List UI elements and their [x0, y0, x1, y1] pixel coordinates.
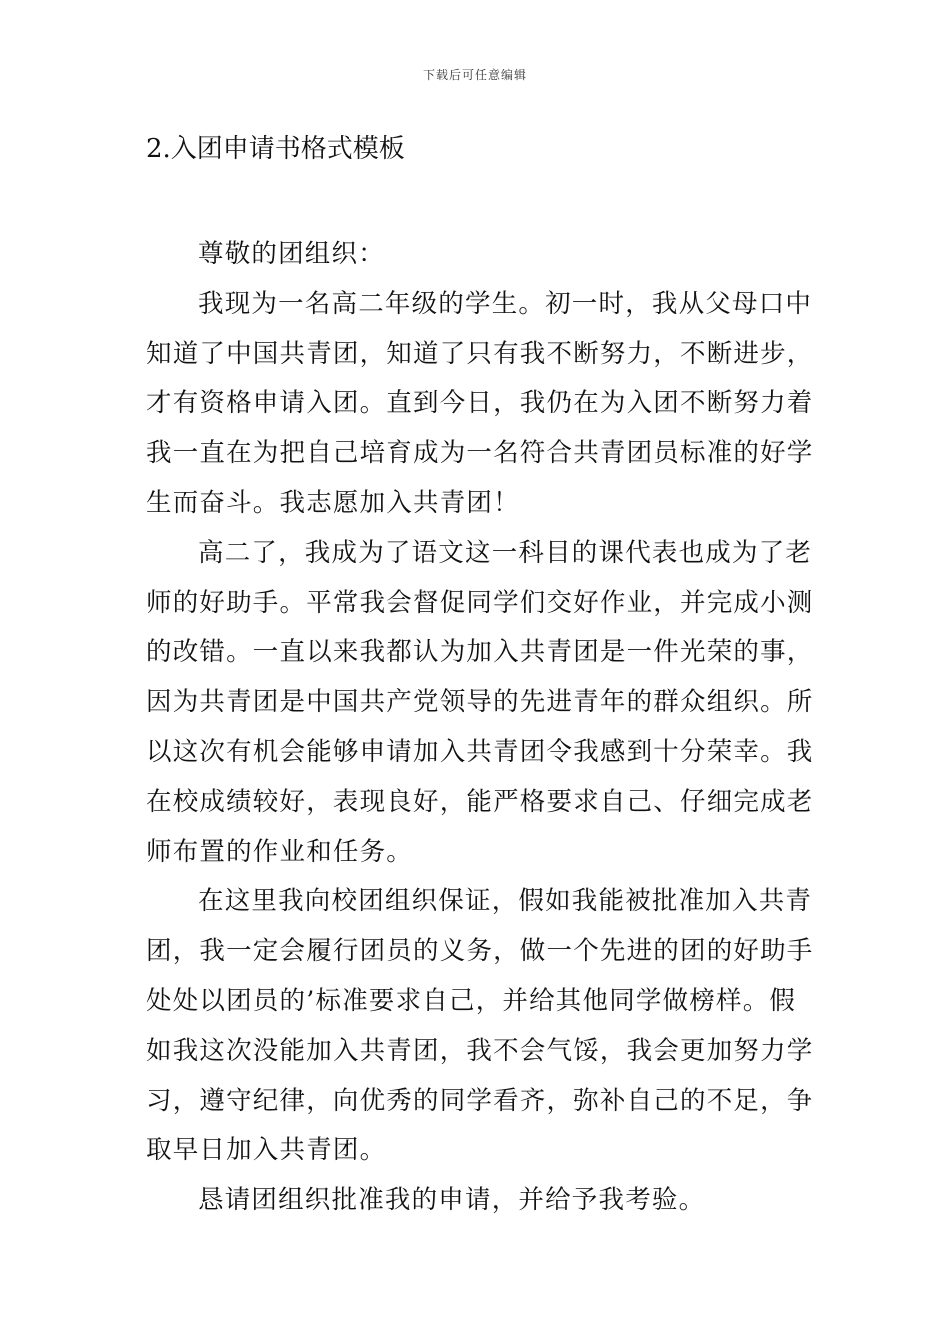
- body-line: 在这里我向校团组织保证，假如我能被批准加入共青: [198, 886, 813, 917]
- body-line: 因为共青团是中国共产党领导的先进青年的群众组织。所: [146, 687, 814, 718]
- body-line: 如我这次没能加入共青团，我不会气馁，我会更加努力学: [146, 1035, 814, 1066]
- body-line: 团，我一定会履行团员的义务，做一个先进的团的好助手: [146, 936, 814, 967]
- body-line: 取早日加入共青团。: [146, 1135, 387, 1166]
- body-line: 高二了，我成为了语文这一科目的课代表也成为了老: [198, 537, 813, 568]
- body-line: 的改错。一直以来我都认为加入共青团是一件光荣的事，: [146, 637, 814, 668]
- body-line: 我一直在为把自己培育成为一名符合共青团员标准的好学: [146, 438, 814, 469]
- body-line: 恳请团组织批准我的申请，并给予我考验。: [198, 1185, 706, 1216]
- body-line: 知道了中国共青团，知道了只有我不断努力，不断进步，: [146, 338, 814, 369]
- body-line: 师布置的作业和任务。: [146, 836, 414, 867]
- body-line: 师的好助手。平常我会督促同学们交好作业，并完成小测: [146, 587, 814, 618]
- body-line: 生而奋斗。我志愿加入共青团！: [146, 487, 520, 518]
- body-line: 在校成绩较好，表现良好，能严格要求自己、仔细完成老: [146, 786, 814, 817]
- body-line: 以这次有机会能够申请加入共青团令我感到十分荣幸。我: [146, 736, 814, 767]
- header-note: 下载后可任意编辑: [422, 68, 527, 82]
- document-body: [146, 230, 814, 1226]
- body-line: 习，遵守纪律，向优秀的同学看齐，弥补自己的不足，争: [146, 1085, 814, 1116]
- salutation: 尊敬的团组织：: [198, 239, 385, 269]
- document-title: 2.入团申请书格式模板: [146, 134, 405, 164]
- body-line: 我现为一名高二年级的学生。初一时，我从父母口中: [198, 288, 813, 319]
- body-line: 处处以团员的’标准要求自己，并给其他同学做榜样。假: [146, 985, 797, 1016]
- body-line: 才有资格申请入团。直到今日，我仍在为入团不断努力着: [146, 388, 814, 419]
